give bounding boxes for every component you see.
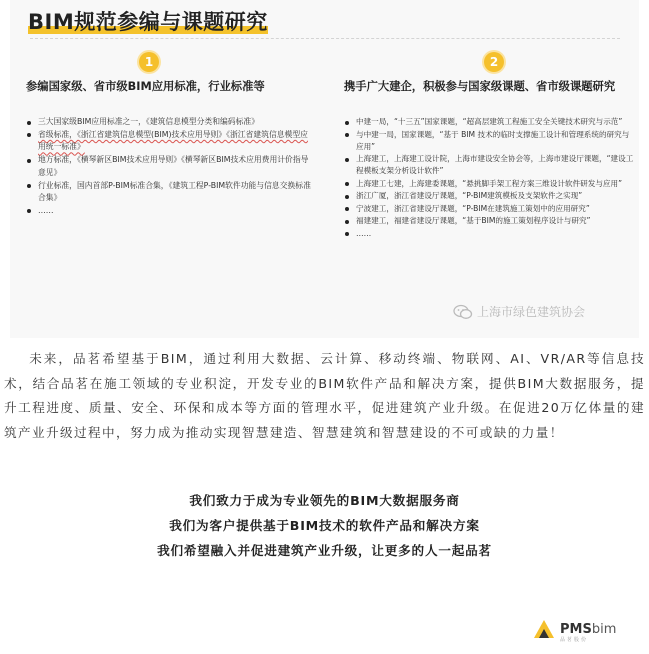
body-paragraph: 未来，品茗希望基于BIM，通过利用大数据、云计算、移动终端、物联网、AI、VR/AR等信息技术，结合品茗在施工领域的专业积淀，开发专业的BIM软件产品和解决方案，提供BIM大数据服务，提升工程进度、质量、安全、环保和成本等方面的管理水平，促进建筑产业升级。在促进20万亿体量的建筑产业升级过程中，努力成为推动实现智慧建造、智慧建筑和智慧建设的不可或缺的力量！ xyxy=(4,351,645,440)
list-item: 福建建工，福建省建设厅课题，“基于BIM的施工策划程序设计与研究” xyxy=(344,215,634,227)
slide-image xyxy=(10,0,639,338)
list-item: 浙江广厦，浙江省建设厅课题，“P-BIM建筑模板及支架软件之实现” xyxy=(344,190,634,202)
logo-text: PMSbim xyxy=(560,621,617,637)
right-heading: 携手广大建企，积极参与国家级课题、省市级课题研究 xyxy=(344,80,616,93)
list-item: 省级标准，《浙江省建筑信息模型(BIM)技术应用导则》《浙江省建筑信息模型应用统一标准》 xyxy=(26,129,311,154)
slogan-line: 我们致力于成为专业领先的BIM大数据服务商 xyxy=(189,493,460,508)
list-item: 上海建工七建，上海建委课题，“悬挑脚手架工程方案三维设计软件研发与应用” xyxy=(344,178,634,190)
slogan-line: 我们为客户提供基于BIM技术的软件产品和解决方案 xyxy=(169,518,480,533)
right-bullet-list xyxy=(344,116,634,240)
list-item: 三大国家级BIM应用标准之一，《建筑信息模型分类和编码标准》 xyxy=(26,116,311,128)
pmsbim-logo xyxy=(532,618,617,643)
left-heading: 参编国家级、省市级BIM应用标准，行业标准等 xyxy=(26,80,265,93)
slide-title: BIM规范参编与课题研究 xyxy=(28,10,268,34)
left-column xyxy=(26,52,311,218)
list-item: 地方标准，《横琴新区BIM技术应用导则》《横琴新区BIM技术应用费用计价指导意见》 xyxy=(26,154,311,179)
slogan-line: 我们希望融入并促进建筑产业升级，让更多的人一起品茗 xyxy=(157,543,492,558)
logo-tagline: 品茗股份 xyxy=(560,637,589,643)
logo-mark-icon xyxy=(532,618,556,640)
slogan-block xyxy=(0,488,649,563)
list-item: …… xyxy=(344,228,634,240)
number-badge-1: 1 xyxy=(139,52,159,72)
list-item: …… xyxy=(26,205,311,217)
list-item: 上海建工，上海建工设计院，上海市建设安全协会等，上海市建设厅课题，“建设工程模板支架分析设计软件” xyxy=(344,153,634,177)
left-bullet-list xyxy=(26,116,311,217)
slide-title-wrap xyxy=(28,6,268,36)
title-divider xyxy=(30,38,620,39)
number-badge-2: 2 xyxy=(484,52,504,72)
list-item: 宁波建工，浙江省建设厅课题，“P-BIM在建筑施工策划中的应用研究” xyxy=(344,203,634,215)
list-item: 与中建一局，国家课题，“基于 BIM 技术的临时支撑施工设计和管理系统的研究与应用” xyxy=(344,129,634,153)
watermark xyxy=(453,303,585,320)
list-item: 中建一局，“十三五”国家课题，“超高层建筑工程施工安全关键技术研究与示范” xyxy=(344,116,634,128)
watermark-text: 上海市绿色建筑协会 xyxy=(477,305,586,319)
right-column xyxy=(344,52,634,240)
wechat-icon xyxy=(453,304,473,320)
list-item: 行业标准，国内首部P-BIM标准合集，《建筑工程P-BIM软件功能与信息交换标准合集》 xyxy=(26,180,311,205)
